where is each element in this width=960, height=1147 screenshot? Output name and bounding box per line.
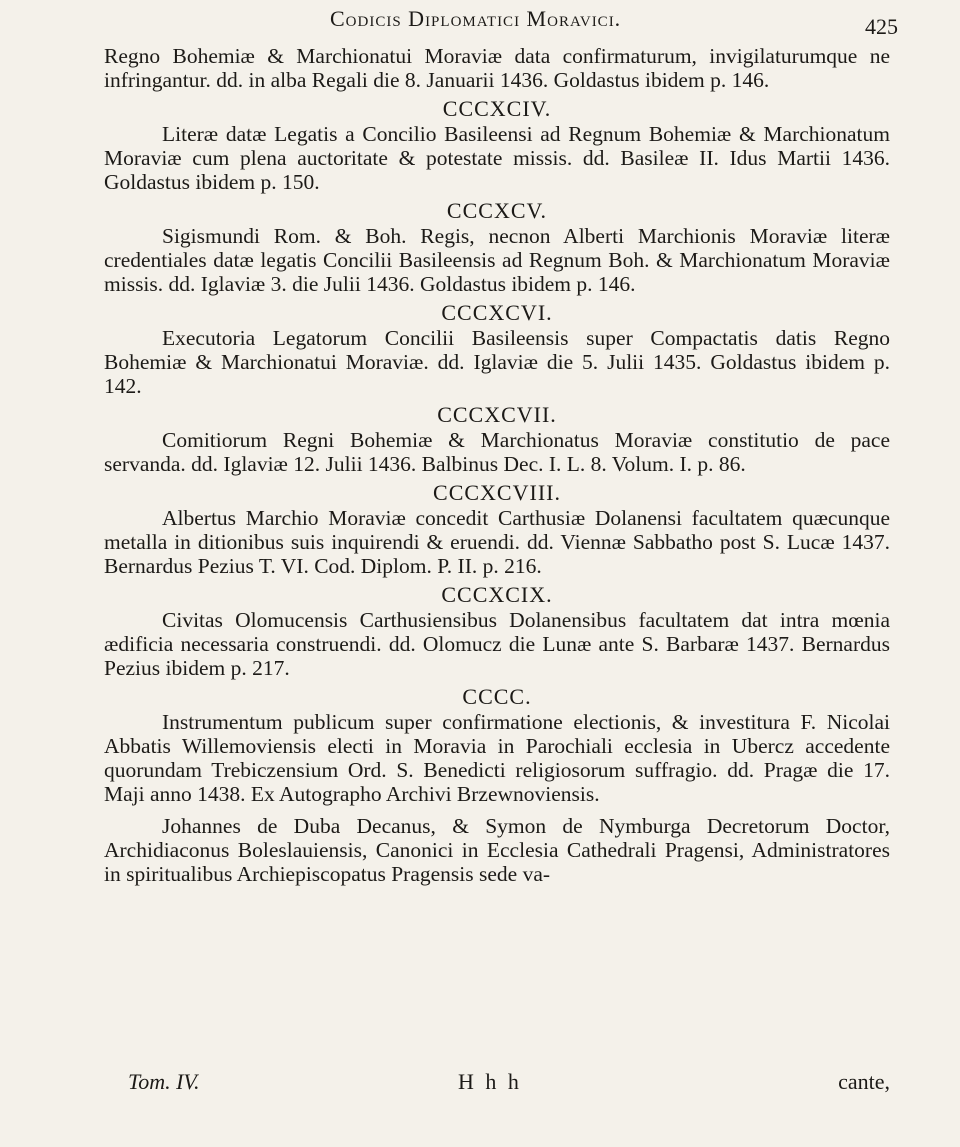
catchword: cante, bbox=[838, 1069, 890, 1094]
page-footer bbox=[104, 1069, 890, 1097]
page-number: 425 bbox=[865, 14, 898, 39]
entry-text: Executoria Legatorum Concilii Basileensis super Compactatis datis Regno Bohemiæ & Marchionatui Moraviæ. dd. Iglaviæ die 5. Julii 1435. Goldastus ibidem p. 142. bbox=[104, 326, 890, 398]
entry-text: Instrumentum publicum super confirmatione electionis, & investitura F. Nicolai Abbatis Willemoviensis electi in Moravia in Parochiali ecclesia in Ubercz accedente quorundam Trebiczensium Ord. S. Benedicti religiosorum suffragio. dd. Pragæ die 17. Maji anno 1438. Ex Autographo Archivi Brzewnoviensis. bbox=[104, 710, 890, 806]
document-body bbox=[104, 44, 890, 886]
entry-heading: CCCXCIV. bbox=[442, 96, 552, 121]
entry-text: Johannes de Duba Decanus, & Symon de Nymburga Decretorum Doctor, Archidiaconus Boleslauiensis, Canonici in Ecclesia Cathedrali Pragensi, Administratores in spiritualibus Archiepiscopatus Pragensis sede va- bbox=[104, 814, 890, 886]
entry-text: Albertus Marchio Moraviæ concedit Carthusiæ Dolanensi facultatem quæcunque metalla in ditionibus suis inquirendi & eruendi. dd. Viennæ Sabbatho post S. Lucæ 1437. Bernardus Pezius T. VI. Cod. Diplom. P. II. p. 216. bbox=[104, 506, 890, 578]
entry-heading: CCCXCVII. bbox=[437, 402, 557, 427]
entry-text: Comitiorum Regni Bohemiæ & Marchionatus Moraviæ constitutio de pace servanda. dd. Iglaviæ 12. Julii 1436. Balbinus Dec. I. L. 8. Volum. I. p. 86. bbox=[104, 428, 890, 476]
entry-heading: CCCXCVIII. bbox=[433, 480, 561, 505]
entry-heading: CCCXCIX. bbox=[441, 582, 553, 607]
entry-text: Literæ datæ Legatis a Concilio Basileensi ad Regnum Bohemiæ & Marchionatum Moraviæ cum plena auctoritate & potestate missis. dd. Basileæ II. Idus Martii 1436. Goldastus ibidem p. 150. bbox=[104, 122, 890, 194]
entry-heading: CCCC. bbox=[462, 684, 532, 709]
volume-mark: Tom. IV. bbox=[128, 1069, 200, 1094]
entry-text: Civitas Olomucensis Carthusiensibus Dolanensibus facultatem dat intra mœnia ædificia necessaria construendi. dd. Olomucz die Lunæ ante S. Barbaræ 1437. Bernardus Pezius ibidem p. 217. bbox=[104, 608, 890, 680]
entry-text: Sigismundi Rom. & Boh. Regis, necnon Alberti Marchionis Moraviæ literæ credentiales datæ legatis Concilii Basileensis ad Regnum Boh. & Marchionatum Moraviæ missis. dd. Iglaviæ 3. die Julii 1436. Goldastus ibidem p. 146. bbox=[104, 224, 890, 296]
entry-heading: CCCXCVI. bbox=[441, 300, 553, 325]
running-title: Codicis Diplomatici Moravici. bbox=[330, 6, 622, 31]
signature-mark: H h h bbox=[458, 1069, 522, 1094]
entry-text: Regno Bohemiæ & Marchionatui Moraviæ data confirmaturum, invigilaturumque ne infringantur. dd. in alba Regali die 8. Januarii 1436. Goldastus ibidem p. 146. bbox=[104, 44, 890, 92]
entry-heading: CCCXCV. bbox=[446, 198, 548, 223]
